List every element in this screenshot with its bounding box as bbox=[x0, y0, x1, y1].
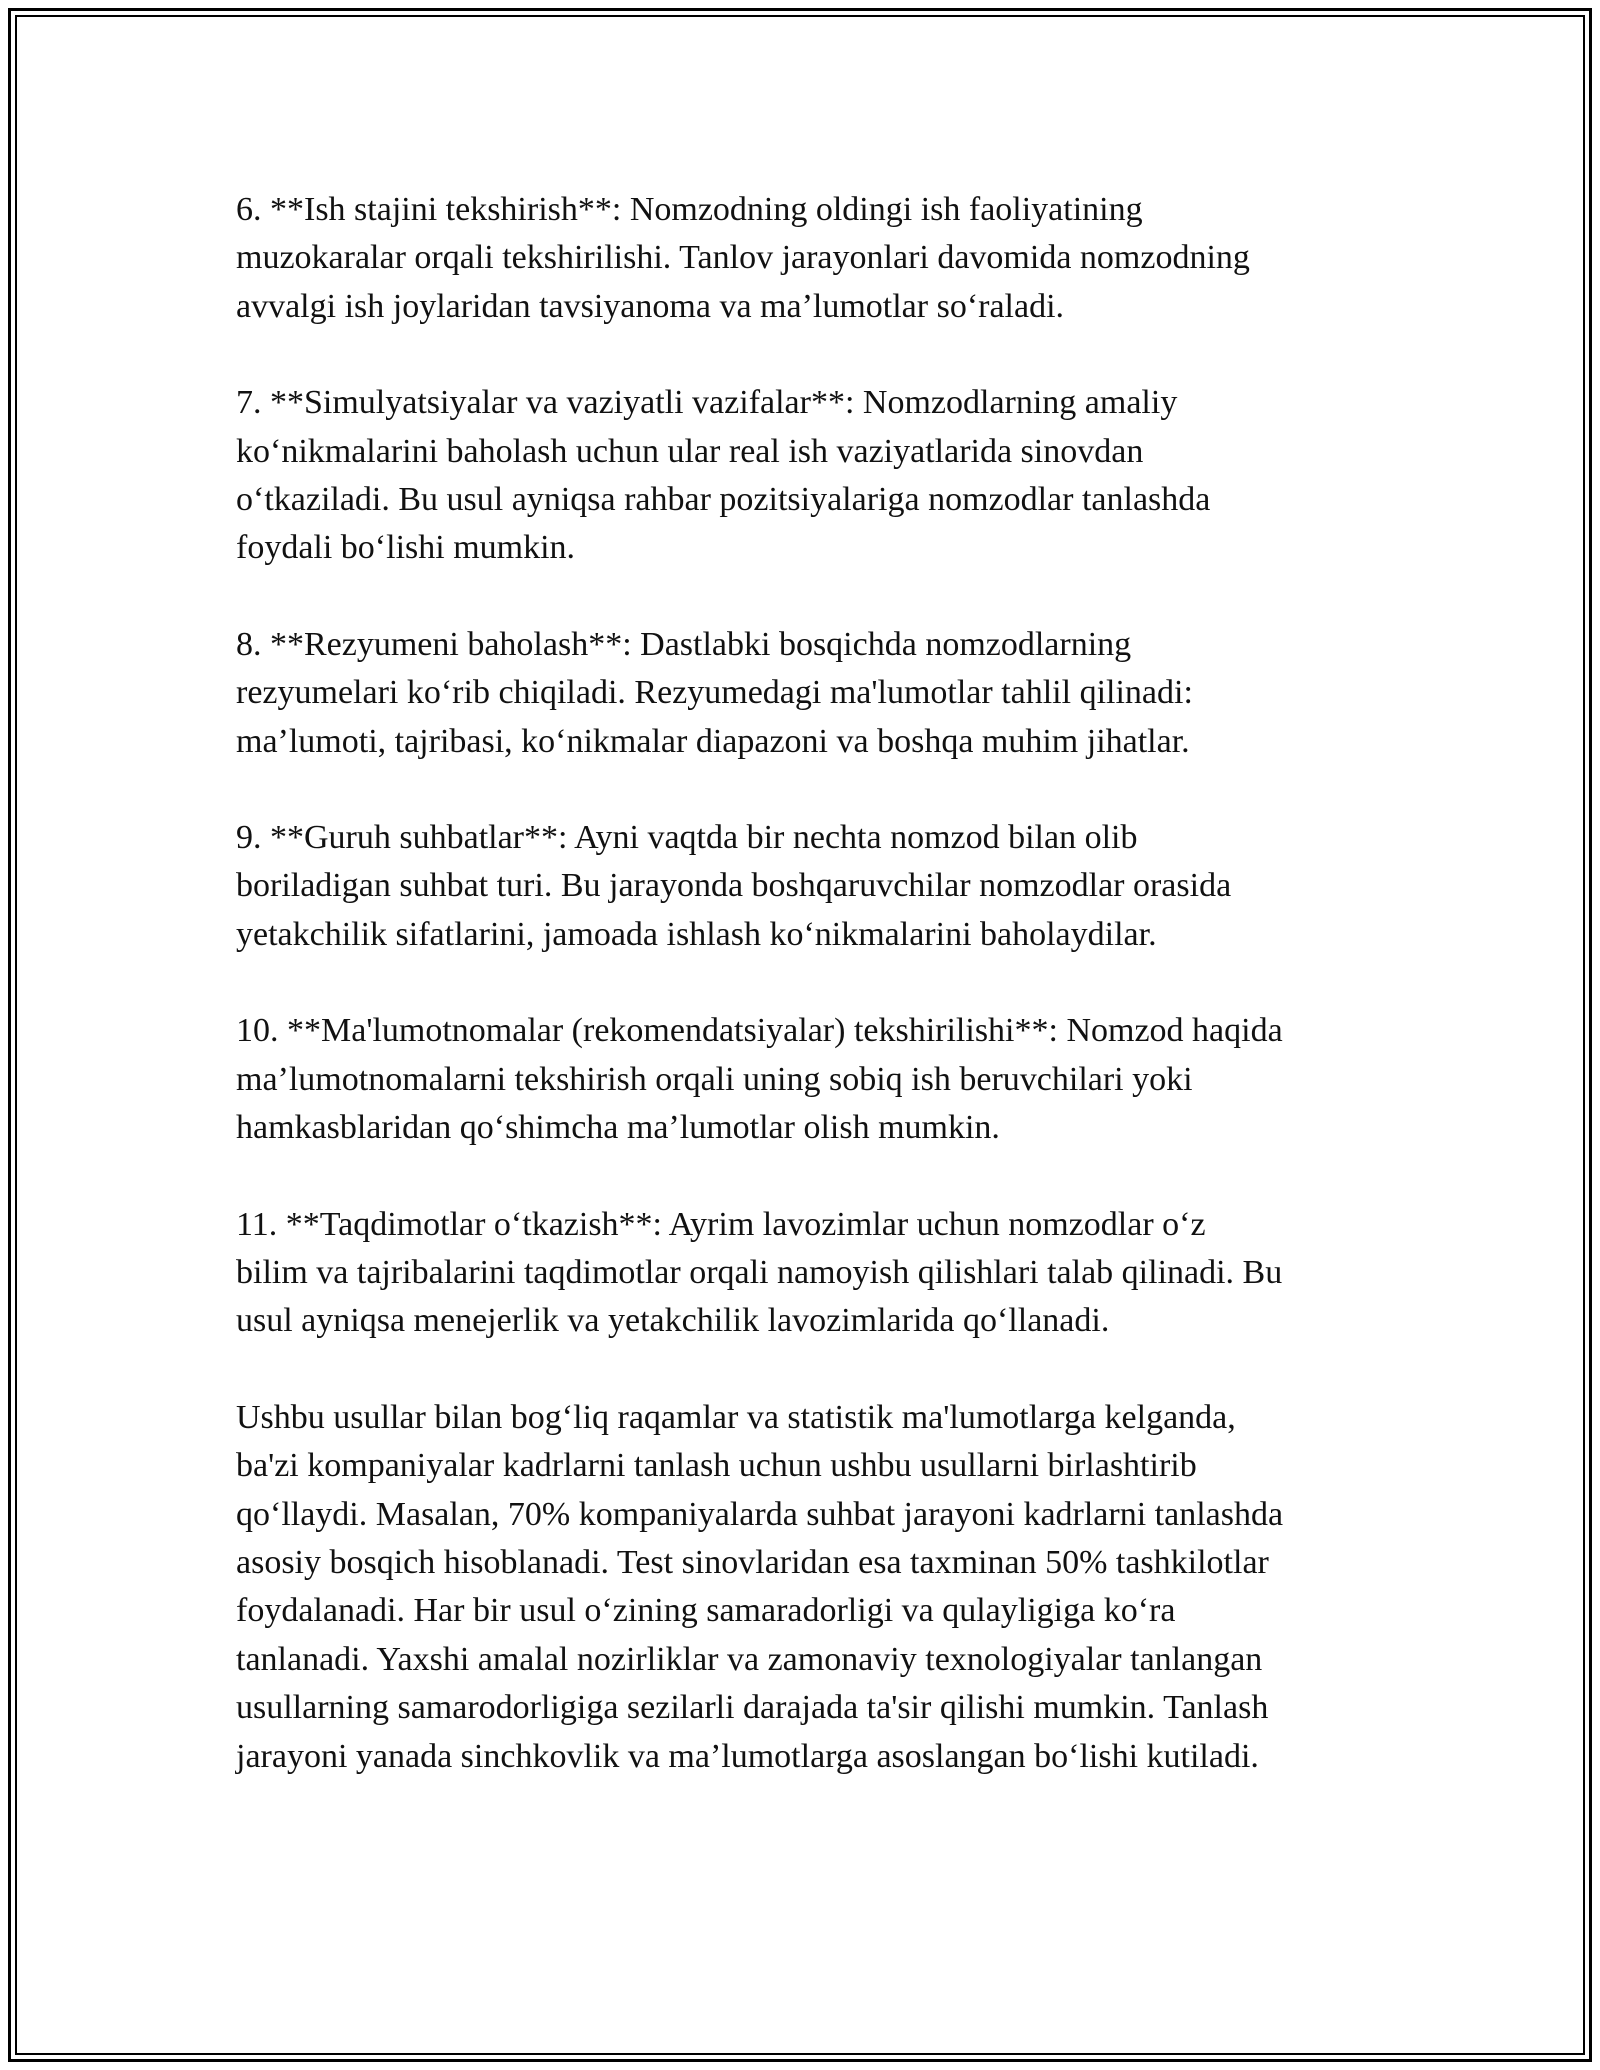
paragraph-item-6: 6. **Ish stajini tekshirish**: Nomzodning oldingi ish faoliyatining muzokaralar orqali tekshirilishi. Tanlov jarayonlari davomida nomzodning avvalgi ish joylaridan tavsiyanoma va ma’lumotlar so‘raladi. bbox=[236, 191, 1250, 325]
paragraph-item-8: 8. **Rezyumeni baholash**: Dastlabki bosqichda nomzodlarning rezyumelari ko‘rib chiqiladi. Rezyumedagi ma'lumotlar tahlil qilinadi: ma’lumoti, tajribasi, ko‘nikmalar diapazoni va boshqa muhim jihatlar. bbox=[236, 625, 1193, 760]
paragraph-item-11: 11. **Taqdimotlar o‘tkazish**: Ayrim lavozimlar uchun nomzodlar o‘z bilim va tajribalarini taqdimotlar orqali namoyish qilishlari talab qilinadi. Bu usul ayniqsa menejerlik va yetakchilik lavozimlarida qo‘llanadi. bbox=[236, 1205, 1283, 1340]
summary-paragraph: Ushbu usullar bilan bog‘liq raqamlar va statistik ma'lumotlarga kelganda, ba'zi kompaniyalar kadrlarni tanlash uchun ushbu usullarni birlashtirib qo‘llaydi. Masalan, 70% kompaniyalarda suhbat jarayoni kadrlarni tanlashda asosiy bosqich hisoblanadi. Test sinovlaridan esa taxminan 50% tashkilotlar foydalanadi. Har bir usul o‘zining samaradorligi va qulayligiga ko‘ra tanlanadi. Yaxshi amalal nozirliklar va zamonaviy texnologiyalar tanlangan usullarning samarodorligiga sezilarli darajada ta'sir qilishi mumkin. Tanlash jarayoni yanada sinchkovlik va ma’lumotlarga asoslangan bo‘lishi kutiladi. bbox=[236, 1398, 1284, 1775]
document-body bbox=[236, 186, 1386, 1829]
paragraph-item-10: 10. **Ma'lumotnomalar (rekomendatsiyalar) tekshirilishi**: Nomzod haqida ma’lumotnomalarni tekshirish orqali uning sobiq ish beruvchilari yoki hamkasblaridan qo‘shimcha ma’lumotlar olish mumkin. bbox=[236, 1012, 1283, 1147]
paragraph-item-9: 9. **Guruh suhbatlar**: Ayni vaqtda bir nechta nomzod bilan olib boriladigan suhbat turi. Bu jarayonda boshqaruvchilar nomzodlar orasida yetakchilik sifatlarini, jamoada ishlash ko‘nikmalarini baholaydilar. bbox=[236, 819, 1232, 953]
paragraph-item-7: 7. **Simulyatsiyalar va vaziyatli vazifalar**: Nomzodlarning amaliy ko‘nikmalarini baholash uchun ular real ish vaziyatlarida sinovdan o‘tkaziladi. Bu usul ayniqsa rahbar pozitsiyalariga nomzodlar tanlashda foydali bo‘lishi mumkin. bbox=[236, 384, 1211, 567]
